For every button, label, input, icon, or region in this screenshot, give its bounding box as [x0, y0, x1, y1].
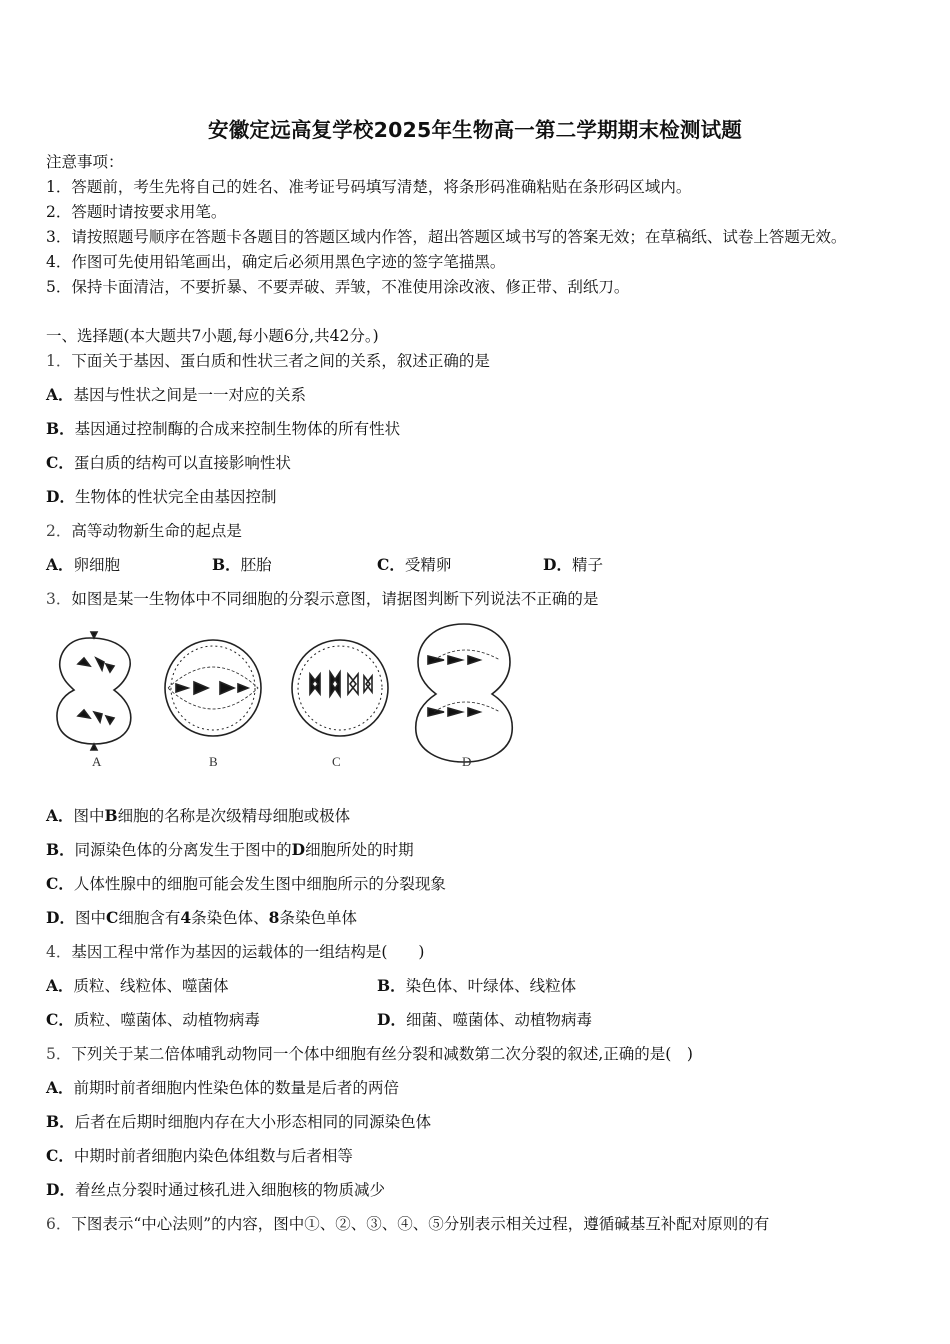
figure-label-a: A — [92, 754, 102, 769]
q3-option-b — [46, 840, 414, 860]
option-text: 细胞所处的时期 — [305, 841, 414, 859]
q5-option-d — [46, 1180, 385, 1200]
q2-option-b — [212, 555, 272, 575]
question-number: 6． — [46, 1215, 72, 1233]
figure-label-b: B — [209, 754, 218, 769]
question-text: 下面关于基因、蛋白质和性状三者之间的关系，叙述正确的是 — [71, 352, 490, 370]
q3-option-c — [46, 874, 446, 894]
q2-option-c — [377, 555, 451, 575]
notice-heading: 注意事项： — [46, 153, 124, 171]
option-label: A． — [46, 976, 74, 995]
question-5-stem — [46, 1044, 693, 1064]
q4-option-d — [377, 1010, 592, 1030]
question-text: 高等动物新生命的起点是 — [71, 522, 242, 540]
option-label: C． — [46, 1010, 74, 1029]
q5-option-c — [46, 1146, 353, 1166]
option-text: 受精卵 — [404, 556, 452, 574]
option-label: D． — [46, 487, 75, 506]
figure-label-c: C — [332, 754, 341, 769]
question-text: 如图是某一生物体中不同细胞的分裂示意图，请据图判断下列说法不正确的是 — [71, 590, 599, 608]
cell-d — [416, 624, 513, 762]
q1-option-c — [46, 453, 291, 473]
question-4-stem — [46, 942, 424, 962]
q3-option-a — [46, 806, 350, 826]
q5-option-a — [46, 1078, 399, 1098]
option-label: A． — [46, 385, 74, 404]
option-label: C． — [46, 453, 74, 472]
option-text: 质粒、线粒体、噬菌体 — [73, 977, 229, 995]
question-1-stem — [46, 351, 490, 371]
page-title: 安徽定远高复学校2025年生物高一第二学期期末检测试题 — [208, 118, 742, 142]
option-label: C． — [377, 555, 405, 574]
q2-option-a — [46, 555, 120, 575]
option-text: 胚胎 — [240, 556, 272, 574]
q4-option-c — [46, 1010, 260, 1030]
notice-item: 1．答题前，考生先将自己的姓名、准考证号码填写清楚，将条形码准确粘贴在条形码区域内。 — [46, 178, 692, 196]
notice-item: 5．保持卡面清洁，不要折暴、不要弄破、弄皱，不准使用涂改液、修正带、刮纸刀。 — [46, 278, 630, 296]
q4-option-b — [377, 976, 576, 996]
question-number: 5． — [46, 1045, 72, 1063]
option-text: 4 — [180, 908, 192, 927]
notice-item: 2．答题时请按要求用笔。 — [46, 203, 227, 221]
question-6-stem — [46, 1214, 769, 1234]
option-text: 后者在后期时细胞内存在大小形态相同的同源染色体 — [74, 1113, 432, 1131]
option-label: A． — [46, 1078, 74, 1097]
option-text: 前期时前者细胞内性染色体的数量是后者的两倍 — [73, 1079, 400, 1097]
option-label: B． — [46, 419, 75, 438]
question-2-stem — [46, 521, 242, 541]
question-number: 4． — [46, 943, 72, 961]
option-text: 图中 — [74, 909, 106, 927]
option-text: 图中 — [73, 807, 105, 825]
question-number: 2． — [46, 522, 72, 540]
option-text: 质粒、噬菌体、动植物病毒 — [73, 1011, 260, 1029]
option-label: B． — [377, 976, 406, 995]
option-text: 中期时前者细胞内染色体组数与后者相等 — [73, 1147, 353, 1165]
option-label: B． — [46, 1112, 75, 1131]
notice-item: 3．请按照题号顺序在答题卡各题目的答题区域内作答，超出答题区域书写的答案无效；在草稿纸、试卷上答题无效。 — [46, 228, 847, 246]
option-text: 细胞含有 — [118, 909, 181, 927]
option-label: D． — [46, 1180, 75, 1199]
question-number: 3． — [46, 590, 72, 608]
section-heading: 一、选择题(本大题共7小题,每小题6分,共42分。) — [46, 327, 379, 345]
cell-a — [57, 632, 131, 750]
option-text: 条染色单体 — [279, 909, 357, 927]
cell-division-figure — [48, 616, 528, 781]
option-label: A． — [46, 555, 74, 574]
option-text: 卵细胞 — [73, 556, 121, 574]
option-text: 条染色体、 — [191, 909, 269, 927]
question-text: 下图表示“中心法则”的内容，图中①、②、③、④、⑤分别表示相关过程，遵循碱基互补配对原则的有 — [71, 1215, 770, 1233]
q2-option-d — [543, 555, 603, 575]
option-label: C． — [46, 1146, 74, 1165]
q5-option-b — [46, 1112, 431, 1132]
cell-b — [165, 640, 261, 736]
option-label: B． — [46, 840, 75, 859]
option-label: D． — [377, 1010, 406, 1029]
option-text: 人体性腺中的细胞可能会发生图中细胞所示的分裂现象 — [73, 875, 446, 893]
option-label: C． — [46, 874, 74, 893]
option-label: B． — [212, 555, 241, 574]
option-text: 精子 — [571, 556, 603, 574]
option-text: 染色体、叶绿体、线粒体 — [405, 977, 577, 995]
option-text: 同源染色体的分离发生于图中的 — [74, 841, 292, 859]
question-3-stem — [46, 589, 598, 609]
option-label: D． — [543, 555, 572, 574]
question-text: 下列关于某二倍体哺乳动物同一个体中细胞有丝分裂和减数第二次分裂的叙述,正确的是( ) — [71, 1045, 693, 1063]
question-number: 1． — [46, 352, 72, 370]
figure-label-d: D — [462, 754, 472, 769]
option-text: 细菌、噬菌体、动植物病毒 — [405, 1011, 592, 1029]
option-label: D． — [46, 908, 75, 927]
option-label: A． — [46, 806, 74, 825]
option-text: 基因通过控制酶的合成来控制生物体的所有性状 — [74, 420, 401, 438]
q4-option-a — [46, 976, 229, 996]
option-text: 着丝点分裂时通过核孔进入细胞核的物质减少 — [74, 1181, 385, 1199]
cell-c — [292, 640, 388, 736]
option-text: 基因与性状之间是一一对应的关系 — [73, 386, 307, 404]
option-text: 生物体的性状完全由基因控制 — [74, 488, 277, 506]
option-text: D — [291, 840, 306, 859]
question-text: 基因工程中常作为基因的运载体的一组结构是( ) — [71, 943, 425, 961]
notice-item: 4．作图可先使用铅笔画出，确定后必须用黑色字迹的签字笔描黑。 — [46, 253, 506, 271]
option-text: C — [105, 908, 119, 927]
q3-option-d — [46, 908, 357, 928]
q1-option-b — [46, 419, 400, 439]
q1-option-a — [46, 385, 306, 405]
option-text: B — [104, 806, 118, 825]
option-text: 蛋白质的结构可以直接影响性状 — [73, 454, 291, 472]
q1-option-d — [46, 487, 276, 507]
option-text: 细胞的名称是次级精母细胞或极体 — [117, 807, 351, 825]
option-text: 8 — [268, 908, 280, 927]
